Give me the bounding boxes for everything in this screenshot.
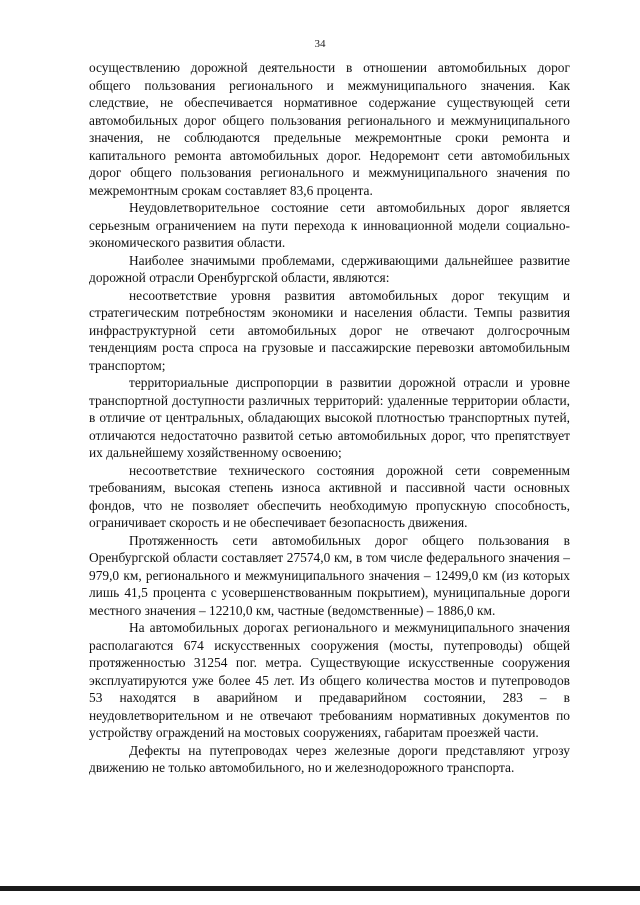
list-item-technical-condition: несоответствие технического состояния дорожной сети современным требованиям, высокая степень износа активной и пассивной части основных фондов, что не позволяет обеспечить необходимую пропускную способность, ограничивает скорость и не обеспечивает безопасность движения. — [89, 462, 570, 530]
paragraph-unsatisfactory-condition: Неудовлетворительное состояние сети автомобильных дорог является серьезным ограничением на пути перехода к инновационной модели социально-экономического развития области. — [89, 200, 570, 250]
bottom-rule — [0, 886, 640, 891]
list-item-territorial-disproportions: территориальные диспропорции в развитии дорожной отрасли и уровне транспортной доступности различных территорий: удаленные территории области, в отличие от центральных, обладающих высокой плотностью транспортных путей, отличаются недостаточно развитой сетью автомобильных дорог, что препятствует их дальнейшему хозяйственному освоению; — [89, 375, 570, 460]
paragraph-overpass-defects: Дефекты на путепроводах через железные дороги представляют угрозу движению не только автомобильного, но и железнодорожного транспорта. — [89, 742, 570, 775]
body-text — [89, 59, 570, 777]
paragraph-main-problems: Наиболее значимыми проблемами, сдерживающими дальнейшее развитие дорожной отрасли Оренбургской области, являются: — [89, 252, 570, 285]
paragraph-network-length: Протяженность сети автомобильных дорог общего пользования в Оренбургской области составляет 27574,0 км, в том числе федерального значения – 979,0 км, регионального и межмуниципального значения – 12499,0 км (из которых лишь 41,5 процента с усовершенствованным покрытием), муниципальные дороги местного значения – 12210,0 км, частные (ведомственные) – 1886,0 км. — [89, 532, 570, 618]
paragraph-road-maintenance: осуществлению дорожной деятельности в отношении автомобильных дорог общего пользования регионального и межмуниципального значения. Как следствие, не обеспечивается нормативное содержание существующей сети автомобильных дорог общего пользования регионального и межмуниципального значения, не соблюдаются предельные межремонтные сроки ремонта и капитального ремонта автомобильных дорог. Недоремонт сети автомобильных дорог общего пользования регионального и межмуниципального значения по межремонтным срокам составляет 83,6 процента. — [89, 60, 570, 198]
page-number: 34 — [314, 38, 326, 50]
list-item-development-mismatch: несоответствие уровня развития автомобильных дорог текущим и стратегическим потребностям экономики и населения области. Темпы развития инфраструктурной сети автомобильных дорог не отвечают долгосрочным тенденциям роста спроса на грузовые и пассажирские перевозки автомобильным транспортом; — [89, 287, 570, 373]
paragraph-artificial-structures: На автомобильных дорогах регионального и межмуниципального значения располагаются 674 искусственных сооружения (мосты, путепроводы) общей протяженностью 31254 пог. метра. Существующие искусственные сооружения эксплуатируются уже более 45 лет. Из общего количества мостов и путепроводов 53 находятся в аварийном и предаварийном состоянии, 283 – в неудовлетворительном и не отвечают требованиям нормативных документов по устройству ограждений на мостовых сооружениях, габаритам проезжей части. — [89, 620, 570, 740]
